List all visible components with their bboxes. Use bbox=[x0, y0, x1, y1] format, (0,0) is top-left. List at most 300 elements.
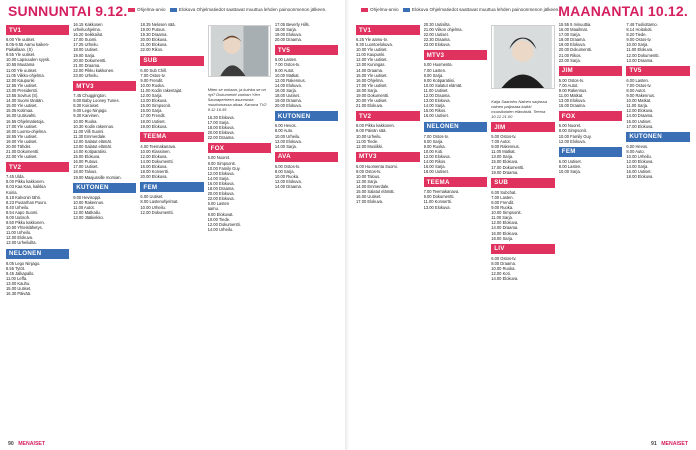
programme-line: 12.00 Musiikki. bbox=[356, 143, 384, 149]
programme-line: Paikallaan. (S) bbox=[6, 47, 33, 53]
programme-line: 14.00 Elokuva. bbox=[491, 276, 519, 282]
programme-line: 14.00 Suomi tänään. bbox=[6, 98, 44, 104]
programme-line: 19.00 Yle uutiset. bbox=[6, 138, 38, 144]
programme-line: 6.00 Huomenta Suomi. bbox=[356, 163, 398, 169]
programme-line: 10.30 Kodin rakennus. bbox=[73, 123, 115, 129]
programme-line: 17.00 Frendit. bbox=[140, 113, 166, 119]
programme-list bbox=[6, 261, 69, 297]
programme-line: 5.00 Ostos-tv. bbox=[558, 77, 584, 83]
programme-line: 11.05 Viikko-ohjelma. bbox=[6, 72, 45, 78]
programme-line: 19.30 Draama. bbox=[140, 32, 168, 38]
programme-line: 15.00 Simpsonit. bbox=[140, 103, 171, 109]
programme-line: 16.00 Uutiset. bbox=[626, 118, 652, 124]
programme-list bbox=[208, 201, 271, 232]
programme-line: 8.23 Puutarhan Puuro. bbox=[6, 199, 48, 205]
legend-item-movie: Elokuva bbox=[411, 7, 429, 12]
programme-line: 18.00 Uutiset. bbox=[423, 169, 449, 175]
programme-line: 19.00 Sarja. bbox=[73, 52, 96, 58]
programme-line: 8.00 Sarja. bbox=[274, 168, 295, 174]
programme-line: 12.00 Draama. bbox=[423, 93, 451, 99]
programme-line: 13.00 Elokuva. bbox=[558, 98, 586, 104]
right-magazine-name: MENAISET bbox=[661, 441, 688, 447]
programme-line: 16.00 Uutiset. bbox=[356, 194, 382, 200]
programme-line: 8.00 Simpsonit. bbox=[558, 128, 587, 134]
legend-note: Ohjelmatiedot saattavat muuttua lehden painoonmenon jälkeen. bbox=[429, 7, 560, 12]
programme-line: 17.00 Sarja. bbox=[207, 120, 230, 126]
programme-list bbox=[275, 22, 338, 42]
channel-header: TV1 bbox=[356, 25, 420, 35]
programme-line: 12.00 Kaupunki bbox=[6, 77, 35, 83]
programme-line: 10.00 Ruoka. bbox=[274, 173, 300, 179]
programme-line: 21.00 Elokuva. bbox=[356, 103, 384, 109]
channel-header: TV5 bbox=[275, 45, 338, 55]
programme-line: 16.00 Elokuva. bbox=[207, 180, 235, 186]
programme-line: 13.00 Draama. bbox=[626, 57, 654, 63]
programme-line: 14.00 Sarja. bbox=[423, 103, 446, 109]
programme-line: 13.55 Sovitus (S). bbox=[6, 93, 39, 99]
programme-line: 8.14 Hoitokoti. bbox=[626, 27, 653, 33]
programme-line: 12.00 Elokuva. bbox=[626, 108, 654, 114]
programme-list bbox=[559, 22, 623, 63]
programme-line: 18.00 Sarja. bbox=[491, 235, 514, 241]
programme-line: 9.00 Hevisoppi. bbox=[73, 194, 102, 200]
left-page-legend bbox=[125, 7, 327, 12]
programme-line: 17.25 Urheilu. bbox=[73, 42, 99, 48]
programme-line: 13.00 Presidentti. bbox=[6, 87, 38, 93]
channel-header: TV2 bbox=[6, 162, 69, 172]
programme-line: 21.00 Draama. bbox=[73, 62, 101, 68]
programme-line: 10.00 Rakennus. bbox=[73, 199, 105, 205]
right-page-date: MAANANTAI 10.12. bbox=[558, 3, 688, 19]
programme-line: 19.00 Putous. bbox=[140, 27, 166, 33]
left-column-4 bbox=[208, 22, 271, 438]
channel-header: LIV bbox=[491, 244, 555, 254]
channel-header: TEEMA bbox=[140, 132, 203, 142]
rating-swatch-icon bbox=[128, 8, 135, 12]
programme-line: 13.00 Urheiluilta. bbox=[6, 240, 37, 246]
programme-line: 16.00 Elokuva. bbox=[491, 230, 519, 236]
programme-line: 12.00 Elokuva. bbox=[558, 138, 586, 144]
programme-line: 13.00 Elokuva. bbox=[423, 204, 451, 210]
programme-line: 13.00 Kauhu. bbox=[6, 280, 31, 286]
left-column-5 bbox=[275, 22, 338, 438]
programme-line: 11.00 Villi Suomi. bbox=[73, 128, 105, 134]
programme-line: 17.00 Elokuva. bbox=[626, 123, 654, 129]
programme-list bbox=[6, 174, 69, 245]
programme-line: 14.00 Sarja. bbox=[626, 164, 649, 170]
programme-line: 8.00 Sarja. bbox=[423, 138, 444, 144]
programme-line: 10.00 Sarja. bbox=[626, 42, 649, 48]
left-photo-caption: Miten se onkaan, ja kuinka se on nyt? Dokumentti vanhan Ylen Saunaperheen asunnosta muuttumassa aikaa. Kanava TV2 9.12 16.55 bbox=[207, 87, 267, 112]
programme-line: 20.00 Dokumentti. bbox=[73, 57, 107, 63]
programme-line: 11.00 Yle uutiset. bbox=[6, 67, 38, 73]
programme-line: 11.00 Elokuva. bbox=[626, 47, 654, 53]
programme-line: 12.00 Dokumentti. bbox=[626, 52, 660, 58]
channel-header: MTV3 bbox=[73, 81, 136, 91]
programme-line: 10.00 Family Guy. bbox=[558, 133, 592, 139]
programme-list bbox=[356, 164, 420, 205]
programme-line: 12.00 Elokuva. bbox=[423, 153, 451, 159]
programme-line: 9.00 Rakennus. bbox=[558, 87, 588, 93]
right-photo-caption: Kaija Saariaho Nainen sarjassa nainen paljastaa kaikki muusikoiden elämästä. Teema 10.12 21.00 bbox=[491, 99, 547, 119]
programme-line: 13.00 Jääkiekko. bbox=[73, 215, 104, 220]
programme-line: 6.00 Subchat. bbox=[491, 189, 517, 195]
channel-header: FEM bbox=[559, 147, 623, 157]
programme-line: 12.55 Yle uutiset. bbox=[6, 82, 38, 88]
programme-line: 10.00 Urheilu. bbox=[356, 133, 382, 139]
left-page bbox=[0, 0, 344, 450]
programme-line: 10.00 Sarja. bbox=[558, 168, 581, 174]
programme-line: 8.20 Tiede. bbox=[626, 32, 647, 38]
programme-line: 14.00 Elokuva. bbox=[274, 82, 302, 88]
right-column-3 bbox=[491, 22, 555, 438]
programme-line: 18.00 Draama. bbox=[558, 37, 586, 43]
programme-line: 17.00 Suomi. bbox=[73, 37, 98, 43]
programme-line: 18.55 Yle uutiset. bbox=[6, 133, 38, 139]
programme-line: 20.00 Elokuva. bbox=[207, 191, 235, 197]
programme-line: 8.00 Lastenohjelmat. bbox=[140, 199, 179, 205]
channel-header: FEM bbox=[140, 182, 203, 192]
programme-line: 19.00 Draama. bbox=[274, 98, 302, 104]
programme-line: 16.20 Seikkailut. bbox=[73, 32, 104, 38]
programme-line: aamu. bbox=[207, 206, 219, 212]
programme-line: 10.00 Ruoka. bbox=[73, 118, 98, 124]
programme-line: 12.00 Elokuva. bbox=[491, 220, 519, 226]
programme-line: 17.05 Beverly Hills. bbox=[274, 22, 310, 27]
right-page-columns bbox=[356, 22, 690, 438]
channel-header: KUTONEN bbox=[626, 132, 690, 142]
left-page-number: 90 bbox=[8, 441, 14, 447]
programme-line: 6.00 Lasten. bbox=[626, 77, 649, 83]
programme-line: Koiria. bbox=[6, 189, 18, 195]
programme-line: 11.00 Matkat. bbox=[491, 149, 516, 155]
programme-line: 10.00 Family Guy. bbox=[207, 165, 241, 171]
programme-line: 14.00 Emmerdale. bbox=[356, 184, 390, 190]
programme-line: 16.15 Kakkosen bbox=[73, 22, 103, 27]
programme-line: 12.00 Matkailu. bbox=[73, 209, 101, 215]
programme-line: 18.00 Draama. bbox=[207, 186, 235, 192]
right-column-3-list bbox=[491, 122, 555, 281]
left-page-date: SUNNUNTAI 9.12. bbox=[8, 3, 128, 19]
programme-line: 12.00 Rakennus. bbox=[274, 77, 306, 83]
programme-line: 10.00 Talous. bbox=[356, 173, 381, 179]
channel-header: NELONEN bbox=[6, 249, 69, 259]
programme-line: 11.00 Sarja. bbox=[491, 215, 513, 221]
programme-line: 8.00 Sarja. bbox=[423, 72, 444, 78]
programme-line: 16.55 Ohjelmatietoja. bbox=[6, 118, 45, 124]
programme-line: 10.00 Ruoka. bbox=[491, 265, 516, 271]
legend-item-movie: Elokuva bbox=[178, 7, 196, 12]
programme-line: 16.00 Ohjelma. bbox=[356, 77, 384, 83]
right-page-folio bbox=[651, 441, 688, 447]
channel-header: JIM bbox=[559, 66, 623, 76]
programme-line: 9.45 Jalkapallo. bbox=[6, 270, 35, 276]
right-page-number: 91 bbox=[650, 441, 657, 447]
programme-line: 18.00 Sarja. bbox=[274, 27, 297, 33]
left-column-2 bbox=[73, 22, 136, 438]
programme-line: 6.00 Hevos. bbox=[626, 143, 649, 149]
programme-list bbox=[140, 144, 203, 180]
programme-line: 12.00 Dokumentti. bbox=[207, 221, 241, 227]
programme-line: 22.00 Elokuva. bbox=[207, 196, 235, 202]
programme-line: 16.00 Uutiset. bbox=[626, 169, 652, 175]
movie-swatch-icon bbox=[403, 8, 410, 12]
legend-item-rating: Ohjelma-arvio bbox=[370, 7, 399, 12]
programme-line: 10.00 Salatut elämät. bbox=[423, 82, 463, 88]
programme-line: 9.00 Autot. bbox=[274, 67, 295, 73]
programme-line: 9.00 Ruoka. bbox=[491, 205, 514, 211]
channel-header: AVA bbox=[275, 152, 338, 162]
programme-line: 22.00 Pikku kakkonen. bbox=[73, 67, 115, 73]
programme-list bbox=[559, 159, 623, 174]
programme-line: 8.00 Pikku kakkonen. bbox=[356, 123, 395, 129]
programme-line: 8.00 Simpsonit. bbox=[207, 160, 236, 166]
programme-list bbox=[626, 144, 690, 180]
right-photo-image bbox=[491, 25, 555, 89]
programme-line: 8.00 Auto. bbox=[274, 128, 294, 134]
programme-line: 8.40 Urheilu. bbox=[6, 204, 30, 210]
programme-line: 11.00 Kodin rakentajat. bbox=[140, 87, 183, 93]
programme-line: 11.00 Urheilu. bbox=[6, 230, 32, 236]
programme-line: 14.00 Urheilu. bbox=[207, 226, 234, 232]
channel-header: TV5 bbox=[626, 66, 690, 76]
programme-line: 22.00 Sarja. bbox=[558, 57, 581, 63]
programme-line: 9.00 Dokumentti. bbox=[423, 194, 455, 200]
programme-list bbox=[208, 115, 271, 140]
programme-list bbox=[73, 22, 136, 78]
programme-line: 11.00 Leffa. bbox=[6, 275, 28, 281]
channel-header: FOX bbox=[208, 143, 271, 153]
programme-line: 7.48 Tuoliottamo. bbox=[626, 22, 658, 27]
channel-header: KUTONEN bbox=[275, 111, 338, 121]
programme-line: 17.00 Yle uutiset. bbox=[6, 123, 38, 129]
right-page-legend bbox=[358, 7, 560, 12]
programme-list bbox=[356, 37, 420, 108]
channel-header: TEEMA bbox=[424, 177, 488, 187]
programme-line: 7.00 Teemakanava. bbox=[423, 189, 460, 195]
programme-line: 17.00 Dokumentti. bbox=[491, 164, 525, 170]
programme-line: 15.00 Elokuva. bbox=[73, 154, 101, 160]
programme-line: 15.00 Rikos. bbox=[423, 108, 447, 114]
programme-list bbox=[140, 194, 203, 214]
programme-list bbox=[275, 123, 338, 148]
programme-line: 8.00 Autot. bbox=[626, 87, 646, 93]
programme-line: 7.00 Lasten. bbox=[491, 194, 514, 200]
programme-line: 22.00 Yle uutiset. bbox=[6, 154, 38, 160]
programme-line: 18.00 Uutiset. bbox=[73, 47, 99, 53]
programme-line: 15.55 5 minuuttia. bbox=[558, 22, 592, 27]
programme-line: 10.00 Yhteislähetys. bbox=[6, 225, 43, 231]
programme-line: 8.55 Tytöt. bbox=[6, 265, 26, 271]
programme-line: 13.00 Salatut elämät. bbox=[73, 143, 112, 149]
programme-line: 23.00 Urheilu. bbox=[73, 72, 99, 78]
programme-line: 10.00 Lapsuuden syysk. bbox=[6, 57, 51, 63]
programme-line: 12.00 Yle uutiset. bbox=[356, 57, 388, 63]
channel-header: KUTONEN bbox=[73, 183, 136, 193]
left-magazine-name: MENAISET bbox=[18, 441, 46, 447]
channel-header: SUB bbox=[491, 178, 555, 188]
programme-line: 17.00 Elokuva. bbox=[356, 199, 384, 205]
programme-line: 19.00 Elokuva. bbox=[274, 32, 302, 38]
programme-list bbox=[73, 195, 136, 220]
programme-list bbox=[275, 57, 338, 108]
programme-line: 6.00 Hevos. bbox=[274, 123, 297, 129]
programme-line: 14.00 Rikos. bbox=[423, 158, 447, 164]
programme-line: 6.00 Uutiset. bbox=[558, 158, 582, 164]
left-page-folio bbox=[8, 441, 45, 447]
programme-list bbox=[491, 134, 555, 175]
programme-list bbox=[491, 256, 555, 281]
programme-line: 7.00 Ostos-tv. bbox=[274, 62, 300, 68]
programme-line: 18.00 Elokuva. bbox=[207, 125, 235, 131]
programme-line: 13.00 Elokuva. bbox=[140, 98, 168, 104]
programme-list bbox=[626, 78, 690, 129]
programme-line: 8.00 Elokuvat. bbox=[207, 211, 234, 217]
programme-line: 17.00 Sarja. bbox=[558, 32, 581, 38]
programme-line: 8.03 Kaa Kaa, kaikkia bbox=[6, 184, 46, 190]
programme-line: 11.00 Uutiset. bbox=[423, 87, 449, 93]
programme-line: 16.00 Putous. bbox=[73, 159, 99, 165]
programme-line: 16.00 Sarja. bbox=[140, 108, 163, 114]
programme-line: 6.00 Lasten bbox=[207, 201, 230, 207]
programme-line: 23.00 Elokuva. bbox=[423, 42, 451, 48]
left-photo-image bbox=[208, 25, 271, 77]
programme-line: 19.00 Elokuva. bbox=[140, 123, 168, 129]
left-column-3 bbox=[140, 22, 203, 438]
programme-line: 10.00 Simpsonit. bbox=[491, 210, 522, 216]
programme-line: 8.00 Yle uutiset. bbox=[6, 37, 36, 42]
right-column-1 bbox=[356, 22, 420, 438]
programme-line: 16.00 Uutisvahti. bbox=[6, 113, 37, 119]
programme-line: 12.00 Dokumentti. bbox=[140, 209, 174, 215]
programme-line: 10.00 Ruoka. bbox=[140, 82, 165, 88]
programme-line: 10.00 Koti. bbox=[423, 148, 444, 154]
programme-list bbox=[275, 164, 338, 189]
programme-line: 14.00 Draama. bbox=[491, 225, 519, 231]
programme-line: 10.00 Yle uutiset. bbox=[356, 47, 388, 53]
programme-line: 14.00 Sarja. bbox=[274, 143, 297, 149]
programme-line: 16.30 Elokuva. bbox=[207, 115, 235, 120]
programme-line: 8.05-9.55 Aamu kaiken- bbox=[6, 42, 50, 48]
programme-line: 9.00 Ruoka. bbox=[423, 143, 446, 149]
programme-line: 13.00 Sarja. bbox=[491, 154, 514, 160]
programme-line: 15.00 Uutiset. bbox=[6, 286, 32, 292]
programme-list bbox=[424, 189, 488, 209]
programme-line: 12.00 Koti. bbox=[491, 270, 511, 276]
programme-line: 9.00 Lego Ninjago. bbox=[73, 108, 108, 114]
programme-line: 10.00 Urheilu. bbox=[274, 133, 301, 139]
programme-line: 9.00 Uutisoh. bbox=[6, 215, 31, 220]
channel-header: FOX bbox=[559, 111, 623, 121]
programme-line: 18.00 Elokuva. bbox=[626, 174, 654, 180]
left-page-columns bbox=[6, 22, 338, 438]
movie-swatch-icon bbox=[170, 8, 177, 12]
programme-line: 10.00 Urheilu. bbox=[626, 153, 652, 159]
programme-line: 9.55 Yle uutiset. bbox=[6, 52, 36, 58]
programme-list bbox=[491, 190, 555, 241]
legend-item-rating: Ohjelma-arvio bbox=[137, 7, 166, 12]
programme-line: 14.00 Kotiparatiisi. bbox=[73, 149, 107, 155]
programme-line: 9.00 Ostos-tv. bbox=[626, 37, 652, 43]
programme-line: 9.00 Ostos-tv. bbox=[356, 168, 382, 174]
programme-line: 19.00 Elokuva. bbox=[558, 42, 586, 48]
programme-line: 20.00 Elokuva. bbox=[140, 174, 168, 180]
programme-line: 20.00 Elokuva. bbox=[140, 37, 168, 43]
programme-line: 8.00 Draama. bbox=[491, 260, 516, 266]
programme-line: 18.00 Konsertti. bbox=[140, 169, 170, 175]
programme-line: 14.00 Sarja. bbox=[207, 175, 230, 181]
programme-line: 18.00 Sarja. bbox=[356, 87, 379, 93]
programme-line: 15.00 Salatut elämät. bbox=[356, 189, 395, 195]
programme-line: 7.00 Autot. bbox=[491, 139, 511, 145]
programme-line: 9.00 Kotiparatiisi. bbox=[423, 77, 455, 83]
programme-line: 15.05 Kotimaa. bbox=[6, 108, 34, 114]
programme-line: 8.00 Baby Looney Tunes. bbox=[73, 98, 120, 104]
programme-line: 9.00 Rakennus. bbox=[626, 93, 656, 99]
programme-list bbox=[140, 68, 203, 129]
programme-line: 6.00 Lasten. bbox=[274, 57, 298, 63]
programme-line: 10.00 Tiede. bbox=[207, 216, 231, 222]
programme-line: 16.00 Elokuva. bbox=[140, 164, 168, 170]
right-column-4 bbox=[559, 22, 623, 438]
programme-line: 20.30 Uutisilta. bbox=[423, 22, 451, 27]
programme-line: 6.00 Ostos-tv. bbox=[274, 163, 300, 169]
programme-line: 12.00 Elokuva. bbox=[6, 235, 34, 241]
channel-header: NELONEN bbox=[424, 122, 488, 132]
left-column-4-list bbox=[208, 115, 271, 232]
programme-list bbox=[6, 37, 69, 159]
channel-header: SUB bbox=[140, 56, 203, 66]
programme-line: 11.00 Kaupunki. bbox=[356, 52, 386, 58]
programme-line: 6.00 Sub Chill. bbox=[140, 67, 168, 73]
channel-header: TV2 bbox=[356, 111, 420, 121]
programme-line: 18.00 Uutiset. bbox=[274, 93, 301, 99]
programme-line: 14.00 Draama. bbox=[356, 67, 384, 73]
programme-line: 20.00 Elokuva. bbox=[274, 103, 302, 109]
programme-line: 12.00 Elokuva. bbox=[140, 153, 168, 159]
programme-line: 20.00 Elokuva. bbox=[207, 130, 235, 136]
programme-line: 10.00 Matkat. bbox=[274, 72, 300, 78]
channel-header: MTV3 bbox=[356, 152, 420, 162]
programme-line: 8.00 Pikku kakkonen. bbox=[6, 179, 45, 185]
programme-line: 13.00 Kuningas. bbox=[356, 62, 386, 68]
programme-line: 11.00 Tiede. bbox=[356, 138, 379, 144]
programme-line: 11.00 Matkat. bbox=[558, 93, 584, 99]
programme-line: 15.00 Yle uutiset. bbox=[6, 103, 38, 109]
right-page bbox=[350, 0, 696, 450]
programme-line: 22.00 Rikos. bbox=[140, 47, 164, 53]
programme-line: 6.00 Nuoret. bbox=[207, 155, 231, 161]
programme-line: 11.30 Emmerdale. bbox=[73, 133, 107, 139]
programme-line: 18.00 Talous. bbox=[73, 169, 98, 175]
programme-line: 12.00 Elokuva. bbox=[274, 138, 302, 144]
programme-line: 16.30 Päivää. bbox=[6, 291, 32, 297]
programme-line: 9.30 Luontoelokuva. bbox=[356, 42, 393, 48]
programme-line: 21.00 Elokuva. bbox=[140, 42, 168, 48]
programme-line: 6.00 Uutiset. bbox=[140, 194, 164, 200]
programme-line: 11.00 Sarja. bbox=[626, 103, 649, 109]
programme-list bbox=[424, 62, 488, 118]
page-gutter bbox=[345, 0, 349, 450]
programme-line: 12.00 Salatut elämät. bbox=[73, 138, 112, 144]
programme-line: 6.25 Yle aamu-tv. bbox=[356, 37, 388, 42]
programme-line: 21.00 Viikon ohjelma. bbox=[423, 27, 463, 33]
programme-line: 12.00 Elokuva. bbox=[207, 170, 235, 176]
channel-header: TV1 bbox=[6, 25, 69, 35]
programme-line: 8.00 Frendit. bbox=[491, 199, 515, 205]
programme-line: 11.00 Autot. bbox=[73, 204, 95, 210]
channel-header: MTV3 bbox=[424, 50, 488, 60]
